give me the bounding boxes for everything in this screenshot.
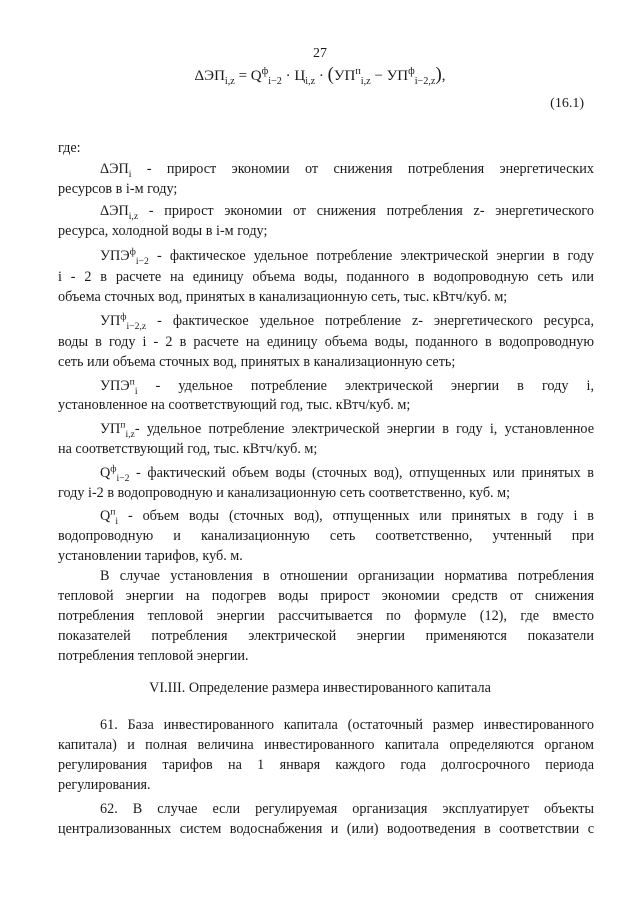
paragraph-line: потребления тепловой энергии. [58, 648, 249, 664]
definition-line: году i-2 в водопроводную и канализационную сеть соответственно, куб. м; [58, 485, 511, 501]
where-label: где: [58, 140, 81, 156]
page-number: 27 [313, 46, 327, 61]
definition-line: на соответствующий год, тыс. кВтч/куб. м; [58, 441, 318, 457]
definition-line: водопроводную и канализационную сеть соответственно, учтенный при [58, 528, 594, 544]
equation-number: (16.1) [550, 96, 584, 111]
paragraph-line: регулирования тарифов на 1 января каждого года долгосрочного периода [58, 757, 594, 773]
definition-line: установлении тарифов, куб. м. [58, 548, 243, 564]
definition-line: $УП^п_{i,z}-$ удельное потребление электрической энергии в году i, установленное [100, 419, 594, 440]
definition-line: ресурса, холодной воды в i-м году; [58, 223, 268, 239]
definition-line: $\Delta ЭП_i$ - прирост экономии от снижения потребления энергетических [100, 161, 594, 180]
definition-line: ресурсов в i-м году; [58, 181, 178, 197]
paragraph-line: В случае установления в отношении организации норматива потребления [100, 568, 594, 584]
paragraph-line: централизованных систем водоснабжения и (или) водоотведения в соответствии с [58, 821, 594, 837]
definition-line: объема сточных вод, принятых в канализационную сеть, тыс. кВтч/куб. м; [58, 289, 508, 305]
definition-line: воды в году i - 2 в расчете на единицу объема воды, поданного в водопроводную [58, 334, 594, 350]
definition-line: $Q^п_i$ - объем воды (сточных вод), отпущенных или принятых в году i в [100, 506, 594, 527]
paragraph-line: 61. База инвестированного капитала (остаточный размер инвестированного [100, 717, 594, 733]
definition-line: $\Delta ЭП_{i,z}$ - прирост экономии от снижения потребления z- энергетического [100, 203, 594, 222]
definition-line: i - 2 в расчете на единицу объема воды, поданного в водопроводную сеть или [58, 269, 594, 285]
paragraph-line: 62. В случае если регулируемая организация эксплуатирует объекты [100, 801, 594, 817]
definition-line: $УПЭ^п_i$ - удельное потребление электрической энергии в году i, [100, 376, 594, 397]
paragraph-line: показателей потребления электрической энергии применяются показатели [58, 628, 594, 644]
section-heading: VI.III. Определение размера инвестированного капитала [149, 680, 491, 696]
paragraph-line: тепловой энергии на подогрев воды прирост экономии средств от снижения [58, 588, 594, 604]
paragraph-line: потребления тепловой энергии рассчитывается по формуле (12), где вместо [58, 608, 594, 624]
definition-line: $УПЭ^ф_{i-2}$ - фактическое удельное потребление электрической энергии в году [100, 246, 594, 267]
paragraph-line: регулирования. [58, 777, 151, 793]
formula-16-1: $\Delta ЭП_{i,z} = Q^ф_{i-2} \cdot Ц_{i,z} \cdot (УП^п_{i,z} - УП^ф_{i-2,z})$, [194, 64, 446, 87]
definition-line: установленное на соответствующий год, тыс. кВтч/куб. м; [58, 397, 411, 413]
paragraph-line: капитала) и полная величина инвестированного капитала определяются органом [58, 737, 594, 753]
definition-line: сеть или объема сточных вод, принятых в канализационную сеть; [58, 354, 456, 370]
definition-line: $УП^ф_{i-2,z}$ - фактическое удельное потребление z- энергетического ресурса, [100, 311, 594, 332]
definition-line: $Q^ф_{i-2}$ - фактический объем воды (сточных вод), отпущенных или принятых в [100, 463, 594, 484]
